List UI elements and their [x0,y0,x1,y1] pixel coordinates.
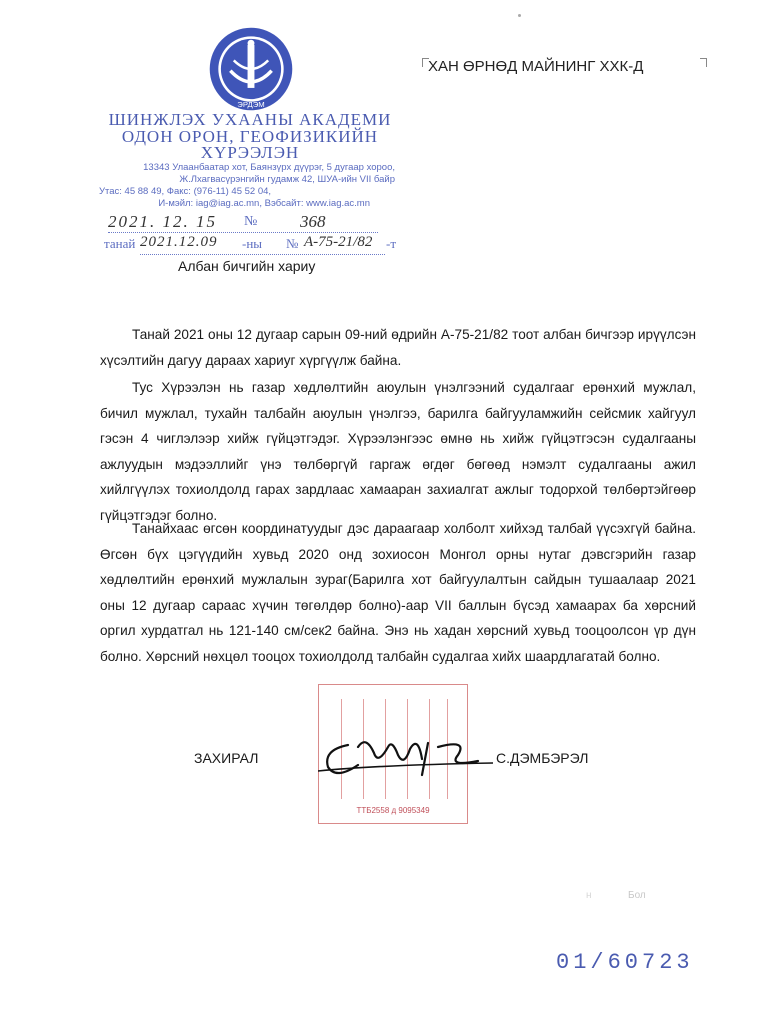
stamp-code: ТТБ2558 д 9095349 [356,806,430,815]
faded-text: Бол [628,890,646,901]
incoming-registration-number: 01/60723 [556,950,694,975]
registration-underline [108,232,378,233]
reference-date: 2021.12.09 [140,234,218,250]
reference-number: А-75-21/82 [304,234,373,250]
recipient-corner-right [700,58,707,67]
scan-speck [518,14,521,17]
address-line-3: Утас: 45 88 49, Факс: (976-11) 45 52 04, [98,186,272,197]
institution-line-3: ХҮРЭЭЛЭН [200,143,300,162]
address-line-2: Ж.Лхагвасүрэнгийн гудамж 42, ШУА-ийн VII байр [179,174,395,185]
reference-number-label: № [286,236,299,251]
address-line-4: И-мэйл: iag@iag.ac.mn, Вэбсайт: www.iag.ac.mn [158,198,370,209]
letter-subject: Албан бичгийн хариу [178,258,316,274]
academy-logo [208,26,294,112]
institution-line-1: ШИНЖЛЭХ УХААНЫ АКАДЕМИ [108,110,392,129]
svg-text:ЭРДЭМ: ЭРДЭМ [237,99,265,109]
body-paragraph-2: Тус Хүрээлэн нь газар хөдлөлтийн аюулын үнэлгээний судалгааг ерөнхий мужлал, бичил мужлал, тухайн талбайн аюулын үнэлгээ, барилга байгууламжийн сейсмик хайгуул гэсэн 4 чиглэлээр хийж гүйцэтгэдэг. Хүрээлэнгээс өмнө нь хийж гүйцэтгэсэн судалгааны ажлуудын мэдээллийг үнэ төлбөргүй гаргаж өгдөг бөгөөд нэмэлт судалгааны ажил хийлгүүлэх тохиолдолд гарах зардлаас хамааран захиалгат ажлыг тодорхой төлбөртэйгөөр гүйцэтгэдэг болно. [100,380,696,523]
reference-label: танай [104,236,136,251]
signatory-title: ЗАХИРАЛ [194,750,259,766]
signatory-name: С.ДЭМБЭРЭЛ [496,750,589,766]
institution-line-2: ОДОН ОРОН, ГЕОФИЗИКИЙН [121,127,379,146]
body-paragraph-1: Танай 2021 оны 12 дугаар сарын 09-ний өдрийн А-75-21/82 тоот албан бичгээр ирүүлсэн хүсэлтийн дагуу дараах хариуг хүргүүлж байна. [100,327,696,368]
handwritten-signature [318,725,498,785]
faded-text: н [586,890,592,901]
registration-number-label: № [244,214,258,229]
address-line-1: 13343 Улаанбаатар хот, Баянзүрх дүүрэг, 5 дугаар хороо, [143,162,395,173]
registration-date: 2021. 12. 15 [108,212,217,231]
reference-underline [140,254,385,255]
recipient: ХАН ӨРНӨД МАЙНИНГ ХХК-Д [428,58,644,75]
body-paragraph-3: Танайхаас өгсөн координатуудыг дэс дараагаар холболт хийхэд талбай үүсэхгүй байна. Өгсөн бүх цэгүүдийн хувьд 2020 онд зохиосон Монгол орны нутаг дэвсгэрийн газар хөдлөлтийн ерөнхий мужлалын зураг(Барилга хот байгуулалтын сайдын тушаалаар 2021 оны 12 дугаар сараас хүчин төгөлдөр болно)-аар VII баллын бүсэд хамаарах ба хөрсний оргил хурдатгал нь 121-140 см/сек2 байна. Энэ нь хадан хөрсний хувьд тооцоолсон үр дүн болно. Хөрсний нөхцөл тооцох тохиолдолд талбайн судалгаа хийх шаардлагатай болно. [100,521,696,664]
registration-number: 368 [300,212,326,231]
reference-number-suffix: -т [386,236,397,251]
reference-date-suffix: -ны [242,236,263,251]
